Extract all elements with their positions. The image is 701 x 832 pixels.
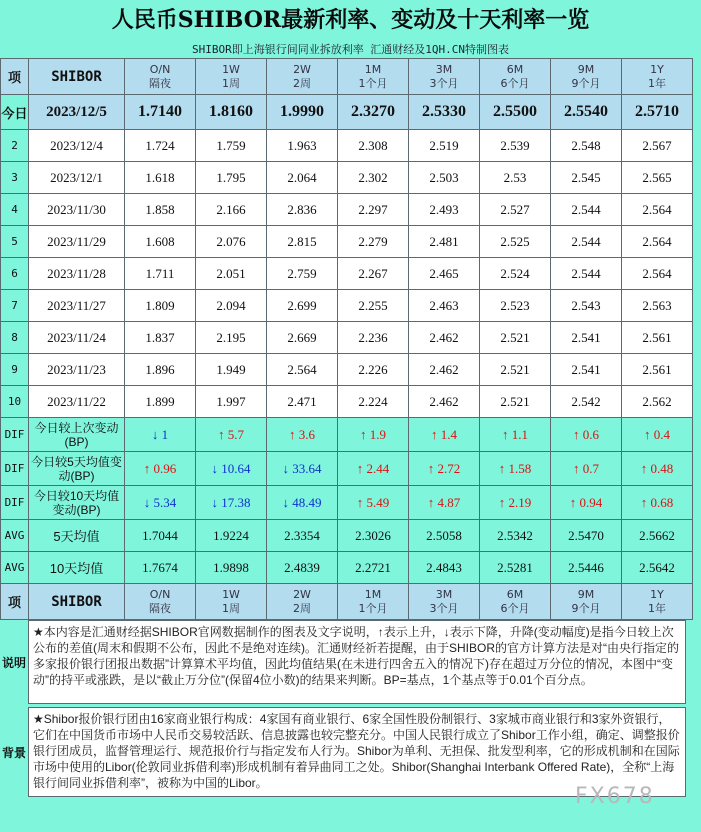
history-date: 2023/11/29 (29, 226, 125, 258)
history-rate: 2.471 (267, 386, 338, 418)
note-label: 说明 (1, 656, 26, 670)
avg-value: 2.4843 (409, 552, 480, 584)
history-rate: 2.541 (551, 354, 622, 386)
diff-value: ↓ 17.38 (196, 486, 267, 520)
history-rate: 2.519 (409, 130, 480, 162)
avg-value: 2.3026 (338, 520, 409, 552)
history-rate: 2.561 (622, 354, 693, 386)
page-title: 人民币SHIBOR最新利率、变动及十天利率一览 (111, 7, 590, 33)
term-code: 2W (293, 62, 311, 76)
history-rate: 1.711 (125, 258, 196, 290)
bottom-header-row (1, 584, 693, 620)
history-rate: 2.759 (267, 258, 338, 290)
history-rate: 2.527 (480, 194, 551, 226)
row-index: 3 (1, 162, 29, 194)
history-rate: 2.503 (409, 162, 480, 194)
history-rate: 2.267 (338, 258, 409, 290)
diff-value: ↓ 1 (125, 418, 196, 452)
term-cn: 3个月 (429, 601, 459, 615)
history-rate: 2.224 (338, 386, 409, 418)
term-cn: 9个月 (571, 76, 601, 90)
term-header (551, 59, 622, 95)
history-rate: 2.051 (196, 258, 267, 290)
history-row (1, 354, 693, 386)
term-cn: 1个月 (358, 601, 388, 615)
today-row (1, 95, 693, 130)
term-header (196, 59, 267, 95)
history-date: 2023/11/24 (29, 322, 125, 354)
diff-value: ↑ 2.44 (338, 452, 409, 486)
avg-label: 5天均值 (29, 520, 125, 552)
history-rate: 2.548 (551, 130, 622, 162)
diff-value: ↑ 0.4 (622, 418, 693, 452)
history-rate: 2.279 (338, 226, 409, 258)
shibor-label: SHIBOR (29, 59, 125, 95)
term-code: 3M (435, 62, 453, 76)
diff-value: ↑ 5.49 (338, 486, 409, 520)
diff-tag: DIF (1, 486, 29, 520)
history-rate: 2.493 (409, 194, 480, 226)
today-rate: 2.5330 (409, 95, 480, 130)
today-rate: 1.9990 (267, 95, 338, 130)
history-rate: 2.815 (267, 226, 338, 258)
avg-tag: AVG (1, 552, 29, 584)
history-rate: 2.544 (551, 226, 622, 258)
diff-value: ↑ 5.7 (196, 418, 267, 452)
history-rate: 2.481 (409, 226, 480, 258)
average-row (1, 520, 693, 552)
term-cn: 6个月 (500, 76, 530, 90)
history-row (1, 290, 693, 322)
term-code: 9M (577, 587, 595, 601)
history-rate: 1.899 (125, 386, 196, 418)
diff-label: 今日较5天均值变动(BP) (29, 452, 125, 486)
term-cn: 2周 (293, 601, 311, 615)
diff-value: ↑ 0.7 (551, 452, 622, 486)
history-rate: 2.465 (409, 258, 480, 290)
history-rate: 1.963 (267, 130, 338, 162)
history-date: 2023/11/27 (29, 290, 125, 322)
history-rate: 2.524 (480, 258, 551, 290)
diff-label: 今日较10天均值变动(BP) (29, 486, 125, 520)
term-code: 1M (364, 62, 382, 76)
avg-value: 2.5642 (622, 552, 693, 584)
term-header (125, 59, 196, 95)
diff-value: ↓ 10.64 (196, 452, 267, 486)
shibor-table (0, 58, 693, 620)
term-header (409, 584, 480, 620)
history-rate: 2.544 (551, 194, 622, 226)
history-rate: 2.836 (267, 194, 338, 226)
term-cn: 1个月 (358, 76, 388, 90)
term-code: 1W (222, 587, 240, 601)
history-rate: 2.541 (551, 322, 622, 354)
term-cn: 1年 (648, 76, 666, 90)
history-row (1, 194, 693, 226)
history-rate: 2.563 (622, 290, 693, 322)
avg-value: 1.7674 (125, 552, 196, 584)
today-rate: 2.3270 (338, 95, 409, 130)
history-rate: 2.236 (338, 322, 409, 354)
fx678-watermark: FX678 (575, 784, 655, 809)
avg-value: 2.5058 (409, 520, 480, 552)
history-rate: 1.795 (196, 162, 267, 194)
term-header (622, 584, 693, 620)
history-rate: 2.669 (267, 322, 338, 354)
row-label: 项 (1, 59, 29, 95)
term-code: 6M (506, 587, 524, 601)
history-rate: 1.759 (196, 130, 267, 162)
today-rate: 1.7140 (125, 95, 196, 130)
diff-tag: DIF (1, 418, 29, 452)
term-cn: 隔夜 (149, 601, 171, 615)
avg-tag: AVG (1, 520, 29, 552)
history-rate: 2.523 (480, 290, 551, 322)
history-rate: 2.542 (551, 386, 622, 418)
term-code: 9M (577, 62, 595, 76)
term-cn: 隔夜 (149, 76, 171, 90)
history-date: 2023/11/23 (29, 354, 125, 386)
average-row (1, 552, 693, 584)
term-header (622, 59, 693, 95)
diff-value: ↑ 0.96 (125, 452, 196, 486)
history-row (1, 162, 693, 194)
diff-value: ↑ 0.6 (551, 418, 622, 452)
term-code: 2W (293, 587, 311, 601)
term-cn: 1周 (222, 76, 240, 90)
history-rate: 2.544 (551, 258, 622, 290)
term-header (267, 584, 338, 620)
term-header (338, 584, 409, 620)
term-cn: 1周 (222, 601, 240, 615)
row-label: 项 (1, 584, 29, 620)
row-index: 10 (1, 386, 29, 418)
history-rate: 2.53 (480, 162, 551, 194)
term-header (267, 59, 338, 95)
note-label: 背景 (1, 746, 26, 760)
row-index: 8 (1, 322, 29, 354)
avg-value: 2.5662 (622, 520, 693, 552)
history-row (1, 258, 693, 290)
shibor-label: SHIBOR (29, 584, 125, 620)
history-rate: 2.525 (480, 226, 551, 258)
history-row (1, 130, 693, 162)
history-row (1, 386, 693, 418)
page-subtitle: SHIBOR即上海银行间同业拆放利率 汇通财经及1QH.CN特制图表 (191, 43, 510, 56)
row-index: 4 (1, 194, 29, 226)
history-rate: 2.166 (196, 194, 267, 226)
avg-value: 2.5470 (551, 520, 622, 552)
diff-tag: DIF (1, 452, 29, 486)
history-rate: 2.195 (196, 322, 267, 354)
history-rate: 2.543 (551, 290, 622, 322)
history-rate: 2.521 (480, 386, 551, 418)
history-row (1, 322, 693, 354)
avg-value: 2.4839 (267, 552, 338, 584)
row-index: 6 (1, 258, 29, 290)
avg-value: 2.3354 (267, 520, 338, 552)
history-rate: 2.564 (622, 226, 693, 258)
row-index: 7 (1, 290, 29, 322)
history-rate: 2.094 (196, 290, 267, 322)
term-code: 6M (506, 62, 524, 76)
avg-value: 2.5446 (551, 552, 622, 584)
term-cn: 1年 (648, 601, 666, 615)
avg-value: 2.2721 (338, 552, 409, 584)
term-cn: 2周 (293, 76, 311, 90)
note-text: ★本内容是汇通财经据SHIBOR官网数据制作的图表及文字说明，↑表示上升，↓表示下降，升降(变动幅度)是指今日较上次公布的差值(周末和假期不公布，因此不是绝对连续)。汇通财经祈若提醒，由于SHIBOR的官方计算方法是对“由央行指定的多家报价银行团报出数据”计算算术平均值，因此均值结果(在未进行四舍五入的情况下)存在超过万分位的情况，本图中“变动”的持平或涨跌，是以“截止万分位”(保留4位小数)的结果来判断。BP=基点，1个基点等于0.01个百分点。 (28, 620, 686, 704)
history-rate: 2.562 (622, 386, 693, 418)
term-cn: 6个月 (500, 601, 530, 615)
term-code: 1Y (650, 587, 664, 601)
history-rate: 2.462 (409, 386, 480, 418)
avg-value: 2.5281 (480, 552, 551, 584)
today-rate: 2.5710 (622, 95, 693, 130)
diff-value: ↑ 0.68 (622, 486, 693, 520)
diff-value: ↑ 3.6 (267, 418, 338, 452)
history-rate: 2.521 (480, 322, 551, 354)
term-cn: 9个月 (571, 601, 601, 615)
today-rate: 2.5540 (551, 95, 622, 130)
history-rate: 2.564 (622, 194, 693, 226)
diff-value: ↓ 33.64 (267, 452, 338, 486)
today-label: 今日 (1, 95, 29, 130)
term-header (338, 59, 409, 95)
history-date: 2023/11/22 (29, 386, 125, 418)
history-date: 2023/11/30 (29, 194, 125, 226)
history-rate: 1.809 (125, 290, 196, 322)
history-rate: 2.308 (338, 130, 409, 162)
history-rate: 2.545 (551, 162, 622, 194)
term-code: 1W (222, 62, 240, 76)
history-rate: 1.724 (125, 130, 196, 162)
avg-value: 1.7044 (125, 520, 196, 552)
diff-label: 今日较上次变动(BP) (29, 418, 125, 452)
history-row (1, 226, 693, 258)
row-index: 9 (1, 354, 29, 386)
history-rate: 2.302 (338, 162, 409, 194)
history-rate: 2.564 (622, 258, 693, 290)
history-rate: 1.858 (125, 194, 196, 226)
term-cn: 3个月 (429, 76, 459, 90)
avg-value: 1.9224 (196, 520, 267, 552)
diff-value: ↑ 2.72 (409, 452, 480, 486)
avg-label: 10天均值 (29, 552, 125, 584)
term-header (409, 59, 480, 95)
term-header (480, 59, 551, 95)
history-rate: 2.699 (267, 290, 338, 322)
history-rate: 2.076 (196, 226, 267, 258)
diff-row (1, 452, 693, 486)
diff-value: ↓ 5.34 (125, 486, 196, 520)
top-header-row (1, 59, 693, 95)
term-header (551, 584, 622, 620)
history-rate: 2.462 (409, 354, 480, 386)
history-rate: 2.297 (338, 194, 409, 226)
history-rate: 2.255 (338, 290, 409, 322)
history-rate: 1.896 (125, 354, 196, 386)
term-code: O/N (149, 62, 171, 76)
history-rate: 1.618 (125, 162, 196, 194)
diff-value: ↑ 1.9 (338, 418, 409, 452)
avg-value: 2.5342 (480, 520, 551, 552)
diff-row (1, 486, 693, 520)
note-text: ★Shibor报价银行团由16家商业银行构成：4家国有商业银行、6家全国性股份制银行、3家城市商业银行和3家外资银行，它们在中国货币市场中人民币交易较活跃、信息披露也较完整充分。中国人民银行成立了Shibor工作小组，确定、调整报价银行团成员，监督管理运行、规范报价行与指定发布人行为。Shibor为单利、无担保、批发型利率，它的形成机制和在国际市场中使用的Libor(伦敦同业拆借利率)形成机制有着异曲同工之处。Shibor(Shanghai Interbank Offered Rate)，全称“上海银行间同业拆借利率”，被称为中国的Libor。 (28, 707, 686, 797)
history-rate: 1.837 (125, 322, 196, 354)
history-rate: 2.521 (480, 354, 551, 386)
history-date: 2023/12/1 (29, 162, 125, 194)
diff-value: ↑ 0.94 (551, 486, 622, 520)
history-rate: 2.462 (409, 322, 480, 354)
diff-value: ↑ 2.19 (480, 486, 551, 520)
term-header (196, 584, 267, 620)
history-rate: 2.539 (480, 130, 551, 162)
today-date: 2023/12/5 (29, 95, 125, 130)
history-rate: 2.567 (622, 130, 693, 162)
term-header (480, 584, 551, 620)
diff-value: ↑ 1.58 (480, 452, 551, 486)
diff-value: ↑ 1.1 (480, 418, 551, 452)
history-date: 2023/11/28 (29, 258, 125, 290)
diff-row (1, 418, 693, 452)
history-rate: 2.561 (622, 322, 693, 354)
history-rate: 2.463 (409, 290, 480, 322)
row-index: 2 (1, 130, 29, 162)
diff-value: ↑ 4.87 (409, 486, 480, 520)
term-code: O/N (149, 587, 171, 601)
row-index: 5 (1, 226, 29, 258)
diff-value: ↓ 48.49 (267, 486, 338, 520)
today-rate: 1.8160 (196, 95, 267, 130)
history-rate: 2.064 (267, 162, 338, 194)
history-rate: 2.564 (267, 354, 338, 386)
term-header (125, 584, 196, 620)
today-rate: 2.5500 (480, 95, 551, 130)
history-rate: 2.565 (622, 162, 693, 194)
avg-value: 1.9898 (196, 552, 267, 584)
diff-value: ↑ 0.48 (622, 452, 693, 486)
diff-value: ↑ 1.4 (409, 418, 480, 452)
term-code: 1Y (650, 62, 664, 76)
history-rate: 1.997 (196, 386, 267, 418)
history-date: 2023/12/4 (29, 130, 125, 162)
history-rate: 1.949 (196, 354, 267, 386)
term-code: 3M (435, 587, 453, 601)
history-rate: 1.608 (125, 226, 196, 258)
term-code: 1M (364, 587, 382, 601)
history-rate: 2.226 (338, 354, 409, 386)
